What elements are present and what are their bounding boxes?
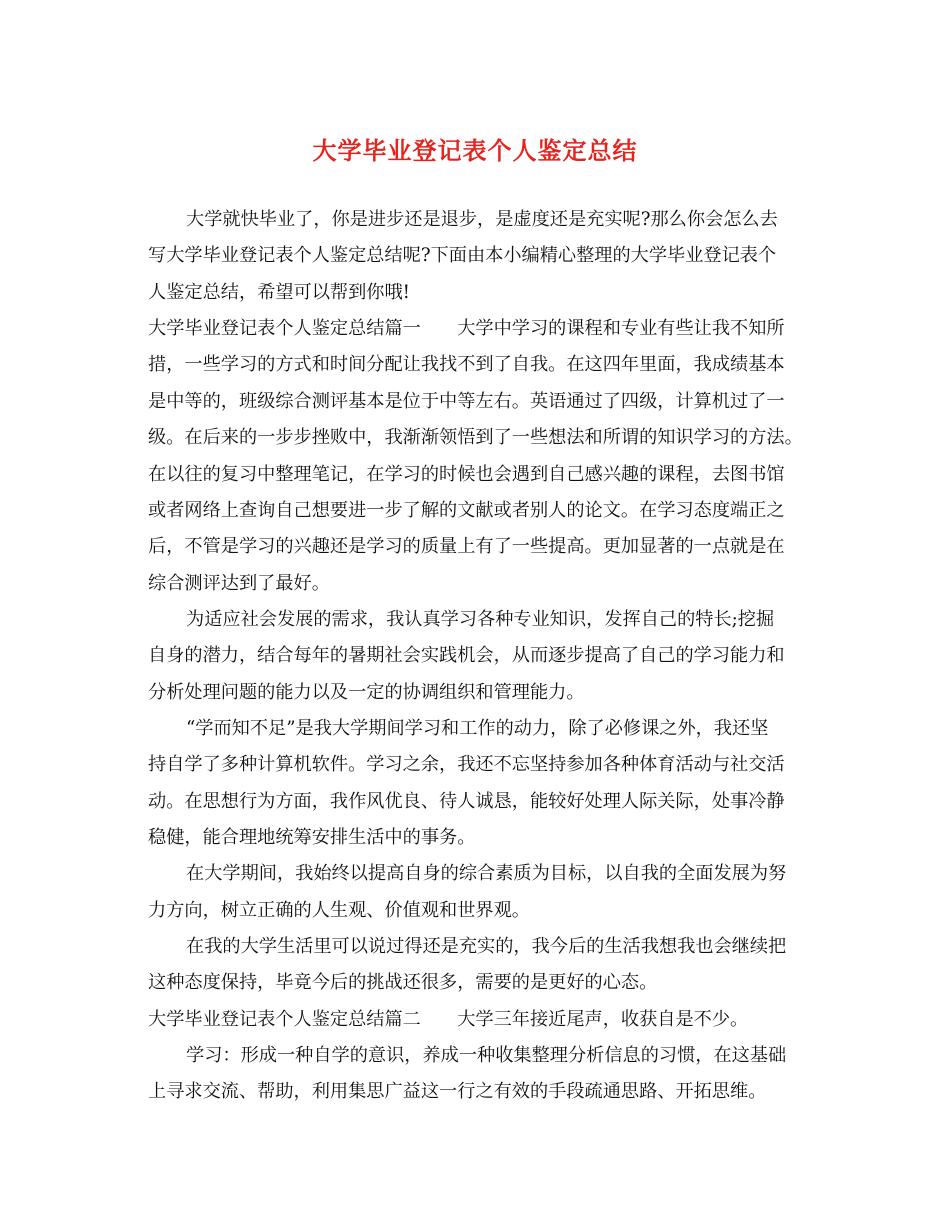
paragraph-line: 或者网络上查询自己想要进一步了解的文献或者别人的论文。在学习态度端正之 — [148, 500, 785, 521]
paragraph-line: 学习：形成一种自学的意识，养成一种收集整理分析信息的习惯，在这基础 — [186, 1045, 787, 1066]
paragraph-line: 在我的大学生活里可以说过得还是充实的，我今后的生活我想我也会继续把 — [186, 936, 787, 957]
paragraph-line: 人鉴定总结，希望可以帮到你哦! — [148, 282, 410, 303]
paragraph-line: 持自学了多种计算机软件。学习之余，我还不忘坚持参加各种体育活动与社交活 — [148, 754, 785, 775]
paragraph-line: 级。在后来的一步步挫败中，我渐渐领悟到了一些想法和所谓的知识学习的方法。 — [148, 427, 803, 448]
paragraph-line: 上寻求交流、帮助，利用集思广益这一行之有效的手段疏通思路、开拓思维。 — [148, 1081, 767, 1102]
paragraph-line: 是中等的，班级综合测评基本是位于中等左右。英语通过了四级，计算机过了一 — [148, 391, 785, 412]
paragraph-line: 这种态度保持，毕竟今后的挑战还很多，需要的是更好的心态。 — [148, 972, 658, 993]
paragraph-line: 综合测评达到了最好。 — [148, 573, 330, 594]
paragraph-line: 动。在思想行为方面，我作风优良、待人诚恳，能较好处理人际关际，处事冷静 — [148, 791, 785, 812]
paragraph-line: 为适应社会发展的需求，我认真学习各种专业知识，发挥自己的特长;挖掘 — [186, 609, 775, 630]
paragraph-line: 分析处理问题的能力以及一定的协调组织和管理能力。 — [148, 682, 585, 703]
paragraph-line: 力方向，树立正确的人生观、价值观和世界观。 — [148, 900, 530, 921]
paragraph-line: 稳健，能合理地统筹安排生活中的事务。 — [148, 827, 476, 848]
paragraph-line: 自身的潜力，结合每年的暑期社会实践机会，从而逐步提高了自己的学习能力和 — [148, 645, 785, 666]
paragraph-line: 后，不管是学习的兴趣还是学习的质量上有了一些提高。更加显著的一点就是在 — [148, 536, 785, 557]
paragraph-line: 大学就快毕业了，你是进步还是退步，是虚度还是充实呢?那么你会怎么去 — [186, 209, 778, 230]
paragraph-line: 在以往的复习中整理笔记，在学习的时候也会遇到自己感兴趣的课程，去图书馆 — [148, 464, 785, 485]
section-heading-line: 大学毕业登记表个人鉴定总结篇一 大学中学习的课程和专业有些让我不知所 — [148, 318, 785, 339]
paragraph-line: “学而知不足”是我大学期间学习和工作的动力，除了必修课之外，我还坚 — [186, 718, 769, 739]
paragraph-line: 措，一些学习的方式和时间分配让我找不到了自我。在这四年里面，我成绩基本 — [148, 354, 785, 375]
document-title: 大学毕业登记表个人鉴定总结 — [312, 136, 638, 165]
section-heading-line: 大学毕业登记表个人鉴定总结篇二 大学三年接近尾声，收获自是不少。 — [148, 1009, 749, 1030]
paragraph-line: 在大学期间，我始终以提高自身的综合素质为目标，以自我的全面发展为努 — [186, 863, 787, 884]
paragraph-line: 写大学毕业登记表个人鉴定总结呢?下面由本小编精心整理的大学毕业登记表个 — [148, 245, 777, 266]
